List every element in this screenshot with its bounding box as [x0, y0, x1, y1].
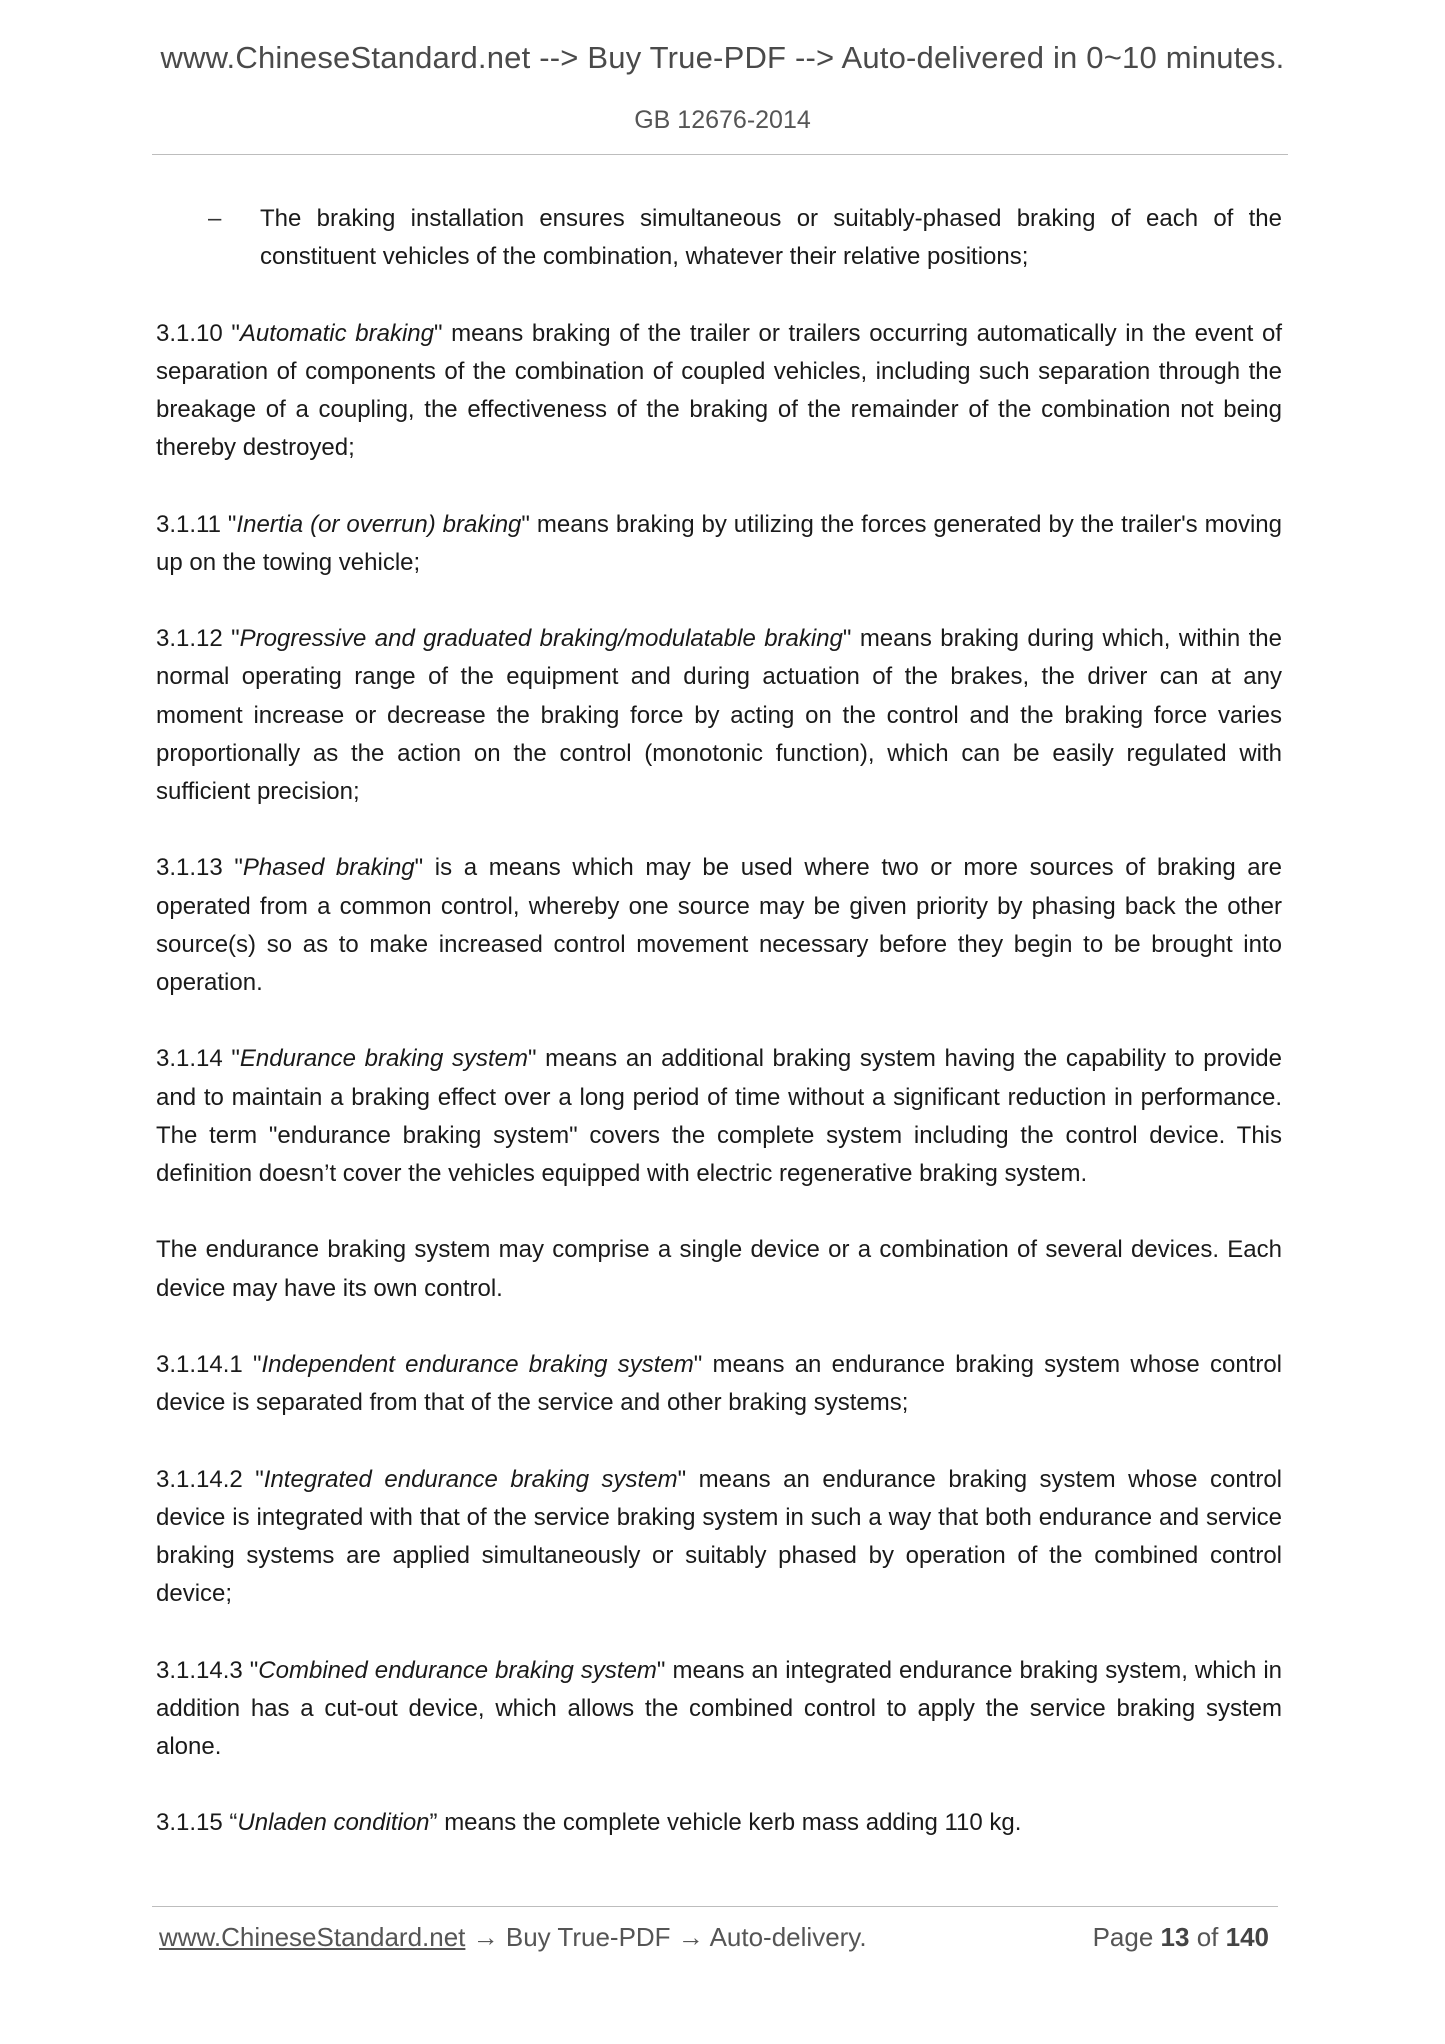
- clause-text: " means braking by utilizing the forces generated by the trailer's moving up on the towing vehicle;: [156, 510, 1282, 576]
- page-of-label: of: [1196, 1922, 1219, 1952]
- dash-marker: –: [208, 205, 222, 232]
- endurance-note: The endurance braking system may comprise a single device or a combination of several devices. Each device may have its own control.: [156, 1236, 1282, 1302]
- clause-number: 3.1.14.2 ": [156, 1465, 264, 1493]
- defined-term: Independent endurance braking system: [261, 1350, 694, 1378]
- footer-promo: [159, 1922, 867, 1953]
- defined-term: Inertia (or overrun) braking: [236, 510, 522, 538]
- defined-term: Automatic braking: [239, 319, 434, 347]
- dash-list-item: [156, 200, 1282, 276]
- footer-site-link[interactable]: www.ChineseStandard.net: [159, 1922, 466, 1952]
- dash-item-text: The braking installation ensures simultaneous or suitably-phased braking of each of the constituent vehicles of the combination, whatever their relative positions;: [260, 205, 1282, 271]
- defined-term: Unladen condition: [237, 1809, 430, 1837]
- clause-number: 3.1.12 ": [156, 625, 240, 653]
- header-divider: [152, 154, 1288, 155]
- clause-3-1-10: [156, 315, 1282, 468]
- defined-term: Integrated endurance braking system: [263, 1465, 678, 1493]
- document-code: GB 12676-2014: [634, 106, 811, 134]
- defined-term: Phased braking: [242, 854, 415, 882]
- page-total: 140: [1225, 1922, 1269, 1952]
- clause-3-1-14-2: [156, 1461, 1282, 1614]
- clause-text: ” means the complete vehicle kerb mass adding 110 kg.: [429, 1809, 1022, 1837]
- page-current: 13: [1160, 1922, 1190, 1952]
- clause-text: " means braking of the trailer or trailers occurring automatically in the event of separation of components of the combination of coupled vehicles, including such separation through the breakage of a coupling, the effectiveness of the braking of the remainder of the combination not being thereby destroyed;: [156, 319, 1283, 462]
- clause-3-1-14: [156, 1040, 1282, 1193]
- clause-text: " means braking during which, within the normal operating range of the equipment and during actuation of the brakes, the driver can at any moment increase or decrease the braking force by acting on the control and the braking force varies proportionally as the action on the control (monotonic function), which can be easily regulated with sufficient precision;: [156, 625, 1282, 805]
- footer-divider: [152, 1906, 1278, 1907]
- clause-3-1-13: [156, 849, 1282, 1002]
- page-number: [1093, 1922, 1269, 1953]
- footer-promo-text: → Buy True-PDF → Auto-delivery.: [465, 1922, 867, 1952]
- page-label: Page: [1092, 1922, 1154, 1952]
- clause-3-1-14-1: [156, 1346, 1282, 1422]
- clause-number: 3.1.15 “: [156, 1809, 238, 1837]
- clause-3-1-14-3: [156, 1652, 1282, 1767]
- defined-term: Combined endurance braking system: [258, 1656, 657, 1684]
- clause-text: " is a means which may be used where two or more sources of braking are operated from a common control, whereby one source may be given priority by phasing back the other source(s) so as to make increased control movement necessary before they begin to be brought into operation.: [156, 854, 1282, 996]
- clause-number: 3.1.13 ": [156, 854, 243, 882]
- top-banner: www.ChineseStandard.net --> Buy True-PDF --> Auto-delivered in 0~10 minutes.: [160, 40, 1285, 75]
- clause-text: " means an endurance braking system whose control device is separated from that of the service and other braking systems;: [156, 1350, 1283, 1417]
- clause-text: " means an integrated endurance braking system, which in addition has a cut-out device, which allows the combined control to apply the service braking system alone.: [156, 1656, 1282, 1760]
- clause-number: 3.1.11 ": [156, 510, 237, 538]
- clause-text: " means an additional braking system having the capability to provide and to maintain a braking effect over a long period of time without a significant reduction in performance. The term "endurance braking system" covers the complete system including the control device. This definition doesn’t cover the vehicles equipped with electric regenerative braking system.: [156, 1045, 1282, 1187]
- clause-3-1-15: [156, 1804, 1282, 1842]
- clause-3-1-12: [156, 620, 1282, 811]
- defined-term: Progressive and graduated braking/modulatable braking: [239, 625, 843, 653]
- clause-number: 3.1.14.3 ": [156, 1656, 259, 1684]
- defined-term: Endurance braking system: [239, 1045, 528, 1073]
- clause-3-1-11: [156, 506, 1282, 582]
- clause-number: 3.1.14.1 ": [156, 1350, 262, 1378]
- clause-number: 3.1.14 ": [156, 1045, 240, 1073]
- clause-text: " means an endurance braking system whose control device is integrated with that of the service braking system in such a way that both endurance and service braking systems are applied simultaneously or suitably phased by operation of the combined control device;: [156, 1465, 1283, 1608]
- page-body: [156, 200, 1282, 1881]
- clause-number: 3.1.10 ": [156, 319, 240, 347]
